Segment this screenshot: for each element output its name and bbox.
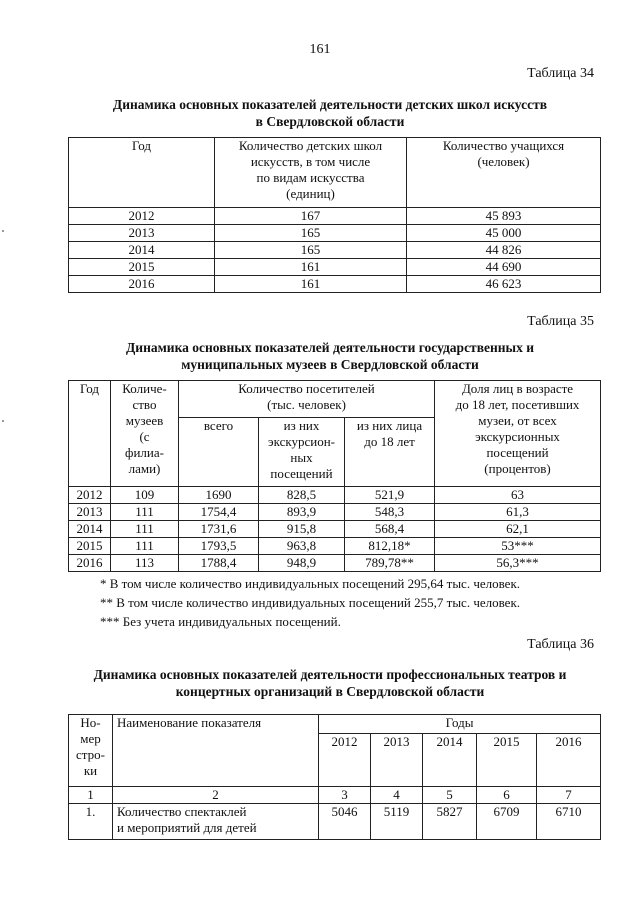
header-cell: 2015 (477, 734, 537, 787)
footnote: * В том числе количество индивидуальных посещений 295,64 тыс. человек. (100, 576, 521, 591)
table-cell: 46 623 (407, 276, 601, 293)
header-cell: всего (179, 418, 259, 487)
table-cell: 948,9 (259, 555, 345, 572)
table-cell: 167 (215, 208, 407, 225)
table-row (69, 276, 601, 293)
table-35-title: Динамика основных показателей деятельности государственных и муниципальных музеев в Свердловской области (126, 340, 534, 372)
table-cell: 5119 (371, 804, 423, 840)
table-cell: 2014 (69, 521, 111, 538)
table-cell: 5046 (319, 804, 371, 840)
table-cell: 2012 (69, 487, 111, 504)
table-cell: 111 (111, 521, 179, 538)
header-cell: Год (69, 381, 111, 487)
header-cell: 2016 (537, 734, 601, 787)
table-row (69, 259, 601, 276)
table-cell: 113 (111, 555, 179, 572)
table-cell: 2013 (69, 225, 215, 242)
table-cell: 111 (111, 504, 179, 521)
table-cell: 2016 (69, 276, 215, 293)
table-cell: 111 (111, 538, 179, 555)
table-cell: 61,3 (435, 504, 601, 521)
table-cell: 1731,6 (179, 521, 259, 538)
table-row (69, 208, 601, 225)
header-cell: из них лица до 18 лет (345, 418, 435, 487)
table-cell: 812,18* (345, 538, 435, 555)
table-cell: 161 (215, 276, 407, 293)
table-35-label: Таблица 35 (527, 314, 594, 329)
table-cell: 1 (69, 787, 113, 804)
table-cell: 3 (319, 787, 371, 804)
table-row (69, 787, 601, 804)
table-cell: 2014 (69, 242, 215, 259)
table-cell: 1793,5 (179, 538, 259, 555)
table-cell: 44 826 (407, 242, 601, 259)
header-cell: Наименование показателя (113, 715, 319, 787)
table-cell: 1690 (179, 487, 259, 504)
page-number: 161 (309, 42, 331, 57)
header-cell: Но- мер стро- ки (69, 715, 113, 787)
table-cell: 53*** (435, 538, 601, 555)
table-cell: 915,8 (259, 521, 345, 538)
header-cell: 2012 (319, 734, 371, 787)
table-row (69, 242, 601, 259)
header-cell: 2013 (371, 734, 423, 787)
table-34-title: Динамика основных показателей деятельности детских школ искусств в Свердловской области (112, 97, 548, 129)
header-cell: Количество посетителей (тыс. человек) (179, 381, 435, 418)
table-cell: 548,3 (345, 504, 435, 521)
table-row (69, 504, 601, 521)
table-row (69, 804, 601, 840)
header-cell: Количество детских школ искусств, в том числе по видам искусства (единиц) (215, 138, 407, 208)
table-cell: 5827 (423, 804, 477, 840)
table-cell: 2013 (69, 504, 111, 521)
table-cell: 893,9 (259, 504, 345, 521)
table-cell: 2015 (69, 538, 111, 555)
table-cell: 2012 (69, 208, 215, 225)
table-35 (68, 380, 601, 572)
table-cell: 161 (215, 259, 407, 276)
table-cell: 4 (371, 787, 423, 804)
footnote: *** Без учета индивидуальных посещений. (100, 614, 341, 629)
table-34 (68, 137, 601, 293)
table-row (69, 555, 601, 572)
scan-artifact (2, 420, 4, 422)
table-36-label: Таблица 36 (527, 637, 594, 652)
table-cell: 568,4 (345, 521, 435, 538)
table-36 (68, 714, 601, 840)
header-cell: Доля лиц в возрасте до 18 лет, посетивших музеи, от всех экскурсионных посещений (процентов) (435, 381, 601, 487)
table-cell: 2016 (69, 555, 111, 572)
header-cell: 2014 (423, 734, 477, 787)
table-cell: 828,5 (259, 487, 345, 504)
table-36-title: Динамика основных показателей деятельности профессиональных театров и концертных организаций в Свердловской области (93, 667, 567, 699)
header-cell: Год (69, 138, 215, 208)
header-cell: из них экскурсион- ных посещений (259, 418, 345, 487)
table-cell: Количество спектаклей и мероприятий для детей (113, 804, 319, 840)
header-cell: Количество учащихся (человек) (407, 138, 601, 208)
table-cell: 963,8 (259, 538, 345, 555)
table-cell: 7 (537, 787, 601, 804)
table-row (69, 487, 601, 504)
table-cell: 6 (477, 787, 537, 804)
table-cell: 1. (69, 804, 113, 840)
scan-artifact (2, 230, 4, 232)
table-cell: 45 893 (407, 208, 601, 225)
table-cell: 2 (113, 787, 319, 804)
table-35-footnotes (100, 574, 520, 631)
table-cell: 6710 (537, 804, 601, 840)
table-34-label: Таблица 34 (527, 66, 594, 81)
table-cell: 1788,4 (179, 555, 259, 572)
header-cell: Годы (319, 715, 601, 734)
table-cell: 165 (215, 242, 407, 259)
table-cell: 789,78** (345, 555, 435, 572)
table-cell: 62,1 (435, 521, 601, 538)
table-cell: 56,3*** (435, 555, 601, 572)
table-cell: 2015 (69, 259, 215, 276)
table-cell: 109 (111, 487, 179, 504)
footnote: ** В том числе количество индивидуальных посещений 255,7 тыс. человек. (100, 595, 521, 610)
table-row (69, 521, 601, 538)
table-cell: 63 (435, 487, 601, 504)
table-cell: 44 690 (407, 259, 601, 276)
header-cell: Количе- ство музеев (с филиа- лами) (111, 381, 179, 487)
table-cell: 45 000 (407, 225, 601, 242)
table-row (69, 538, 601, 555)
table-cell: 6709 (477, 804, 537, 840)
table-cell: 1754,4 (179, 504, 259, 521)
table-cell: 5 (423, 787, 477, 804)
table-row (69, 225, 601, 242)
table-cell: 521,9 (345, 487, 435, 504)
table-cell: 165 (215, 225, 407, 242)
